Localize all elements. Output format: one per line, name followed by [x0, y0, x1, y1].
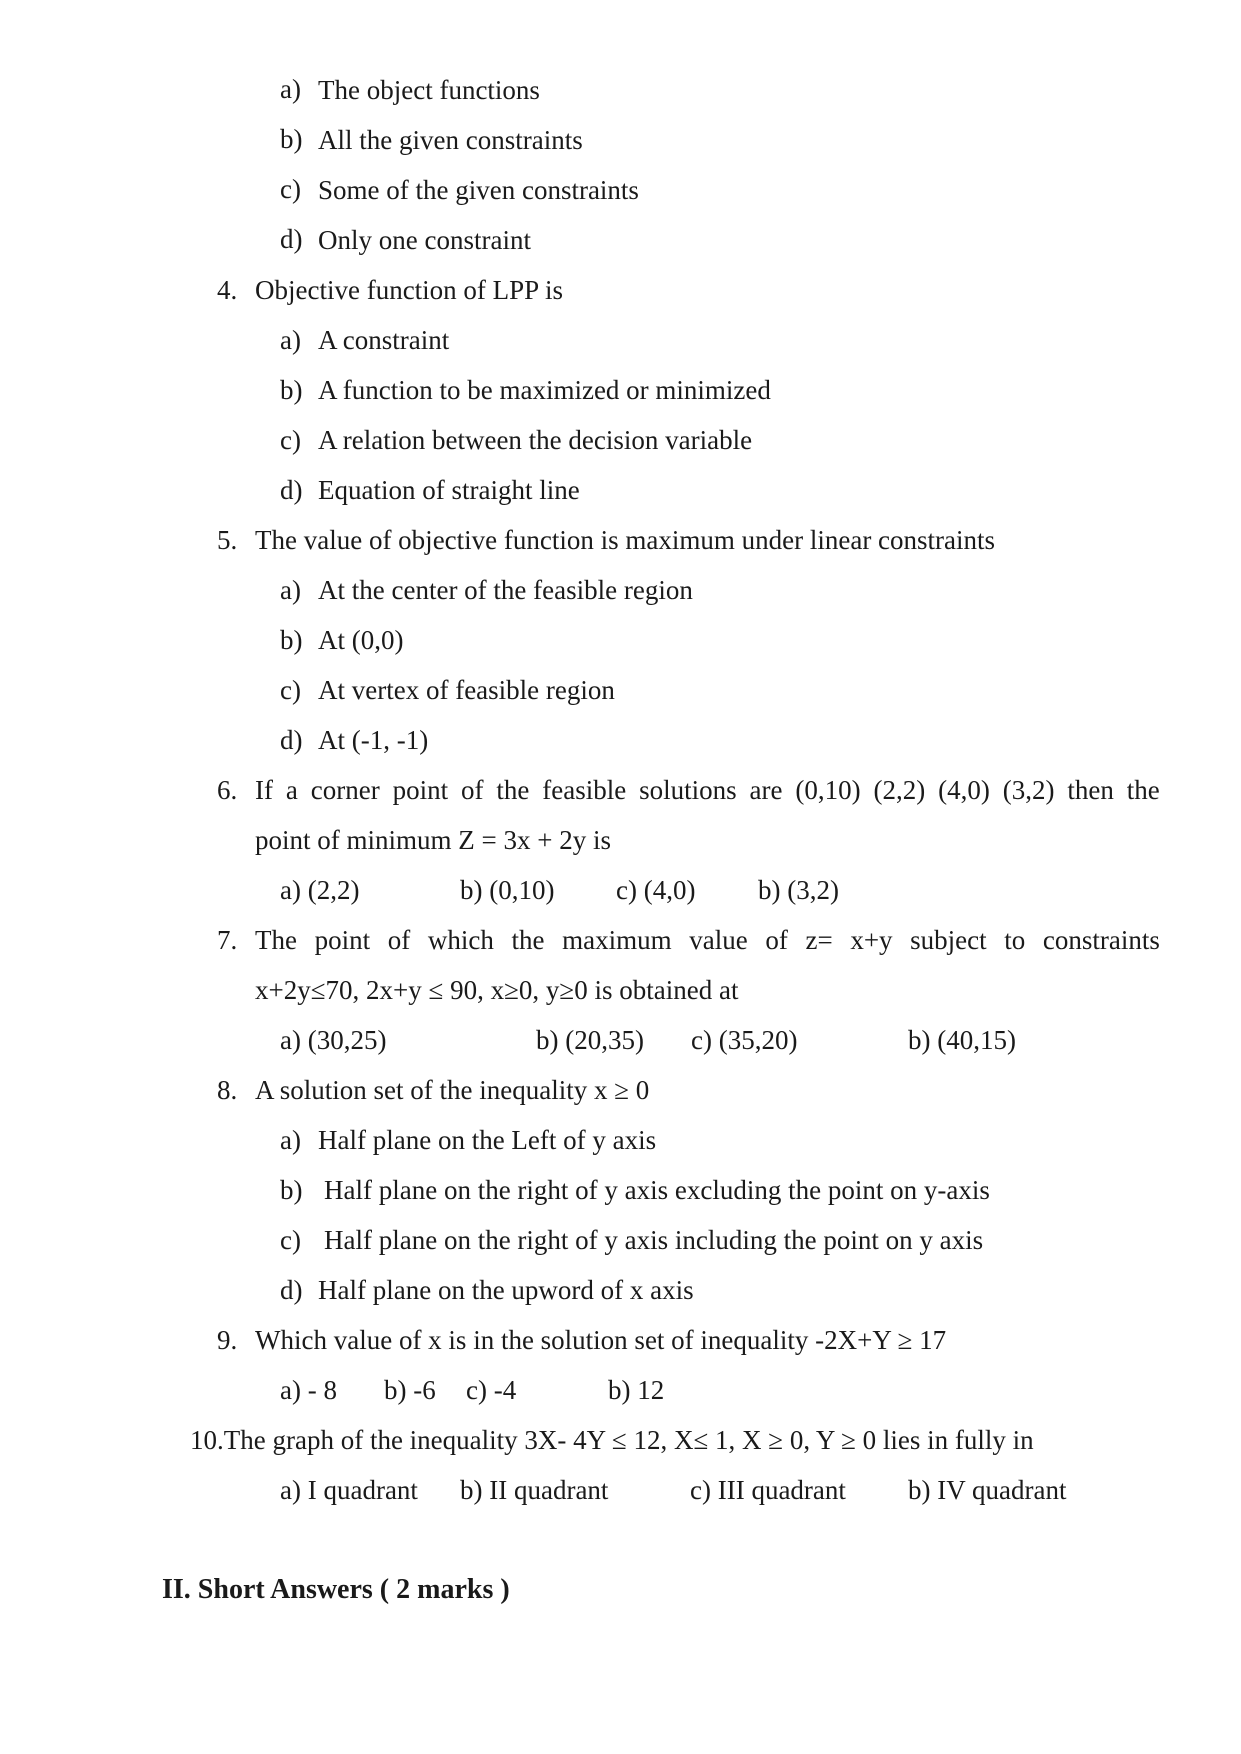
- q8-text: A solution set of the inequality x ≥ 0: [255, 1075, 650, 1105]
- q4-option-b: A function to be maximized or minimized: [318, 375, 771, 405]
- q6-word: are: [749, 775, 783, 805]
- q9-option-a: a) - 8: [280, 1375, 337, 1405]
- q7-option-c: c) (35,20): [691, 1025, 798, 1055]
- q5-number: 5.: [217, 525, 238, 555]
- q3-option-b-letter: b): [280, 124, 303, 154]
- q7-word: of: [387, 925, 411, 955]
- q5-option-a: At the center of the feasible region: [318, 575, 693, 605]
- q6-option-b: b) (0,10): [460, 875, 555, 905]
- q6-option-d: b) (3,2): [758, 875, 839, 905]
- q5-option-b-letter: b): [280, 625, 303, 655]
- q7-word: value: [689, 925, 748, 955]
- q8-option-a: Half plane on the Left of y axis: [318, 1125, 657, 1155]
- q4-option-a: A constraint: [318, 325, 450, 355]
- q7-word: constraints: [1042, 925, 1160, 955]
- q3-option-a: The object functions: [318, 75, 540, 105]
- q7-option-a: a) (30,25): [280, 1025, 387, 1055]
- q7-line-2: x+2y≤70, 2x+y ≤ 90, x≥0, y≥0 is obtained at: [255, 975, 739, 1005]
- q6-word: of: [461, 775, 484, 805]
- q6-word: feasible: [542, 775, 627, 805]
- q7-word: subject: [910, 925, 987, 955]
- q4-option-c-letter: c): [280, 425, 301, 455]
- q5-option-c-letter: c): [280, 675, 301, 705]
- q8-option-c: Half plane on the right of y axis including the point on y axis: [324, 1225, 984, 1255]
- q6-word: If: [255, 775, 273, 805]
- q4-option-b-letter: b): [280, 375, 303, 405]
- q4-number: 4.: [217, 275, 238, 305]
- q8-number: 8.: [217, 1075, 238, 1105]
- q4-option-c: A relation between the decision variable: [318, 425, 753, 455]
- q6-number: 6.: [217, 775, 238, 805]
- q4-option-d-letter: d): [280, 475, 303, 505]
- q7-word: of: [765, 925, 788, 955]
- q9-text: Which value of x is in the solution set of inequality -2X+Y ≥ 17: [255, 1325, 947, 1355]
- q10-option-b: b) II quadrant: [460, 1475, 609, 1505]
- q7-word: to: [1004, 925, 1026, 955]
- q6-option-c: c) (4,0): [616, 875, 696, 905]
- q8-option-d-letter: d): [280, 1275, 303, 1305]
- q3-option-d: Only one constraint: [318, 225, 531, 255]
- q6-word: solutions: [639, 775, 737, 805]
- q7-word: which: [427, 925, 494, 955]
- q3-option-a-letter: a): [280, 74, 301, 104]
- q6-word: (3,2): [1002, 775, 1055, 805]
- q6-word: (2,2): [873, 775, 926, 805]
- q7-line-1: [255, 924, 1160, 956]
- q8-option-b: Half plane on the right of y axis excluding the point on y-axis: [324, 1175, 990, 1205]
- q9-option-c: c) -4: [466, 1375, 517, 1405]
- q8-option-d: Half plane on the upword of x axis: [318, 1275, 694, 1305]
- q6-word: the: [496, 775, 530, 805]
- q7-word: x+y: [850, 925, 893, 955]
- q7-option-d: b) (40,15): [908, 1025, 1016, 1055]
- q8-option-b-letter: b): [280, 1175, 303, 1205]
- q4-text: Objective function of LPP is: [255, 275, 563, 305]
- q3-option-b: All the given constraints: [318, 125, 583, 155]
- q9-number: 9.: [217, 1325, 238, 1355]
- q6-option-a: a) (2,2): [280, 875, 360, 905]
- q6-word: a: [285, 775, 298, 805]
- q7-word: maximum: [562, 925, 672, 955]
- q6-word: (4,0): [938, 775, 990, 805]
- q6-word: (0,10): [795, 775, 861, 805]
- q10-text: 10.The graph of the inequality 3X- 4Y ≤ 12, X≤ 1, X ≥ 0, Y ≥ 0 lies in fully in: [190, 1425, 1034, 1455]
- q10-option-a: a) I quadrant: [280, 1475, 418, 1505]
- q5-option-c: At vertex of feasible region: [318, 675, 615, 705]
- q6-word: the: [1126, 775, 1160, 805]
- q8-option-a-letter: a): [280, 1125, 301, 1155]
- section-heading-short-answers: II. Short Answers ( 2 marks ): [162, 1574, 510, 1605]
- q7-number: 7.: [217, 925, 238, 955]
- q7-word: z=: [805, 925, 833, 955]
- q8-option-c-letter: c): [280, 1225, 301, 1255]
- q5-option-d-letter: d): [280, 725, 303, 755]
- q7-word: the: [511, 925, 545, 955]
- q6-line-1: [255, 774, 1160, 806]
- q6-line-2: point of minimum Z = 3x + 2y is: [255, 825, 611, 855]
- q7-word: The: [255, 925, 297, 955]
- q3-option-d-letter: d): [280, 224, 303, 254]
- q3-option-c: Some of the given constraints: [318, 175, 639, 205]
- q4-option-d: Equation of straight line: [318, 475, 580, 505]
- q7-word: point: [314, 925, 371, 955]
- q6-word: corner: [310, 775, 380, 805]
- q3-option-c-letter: c): [280, 174, 301, 204]
- q5-option-a-letter: a): [280, 575, 301, 605]
- q5-text: The value of objective function is maximum under linear constraints: [255, 525, 996, 555]
- q5-option-d: At (-1, -1): [318, 725, 429, 755]
- q10-option-d: b) IV quadrant: [908, 1475, 1067, 1505]
- q9-option-b: b) -6: [384, 1375, 436, 1405]
- q9-option-d: b) 12: [608, 1375, 665, 1405]
- q6-word: point: [392, 775, 449, 805]
- q4-option-a-letter: a): [280, 325, 301, 355]
- q7-option-b: b) (20,35): [536, 1025, 644, 1055]
- q6-word: then: [1067, 775, 1114, 805]
- q10-option-c: c) III quadrant: [690, 1475, 846, 1505]
- q5-option-b: At (0,0): [318, 625, 404, 655]
